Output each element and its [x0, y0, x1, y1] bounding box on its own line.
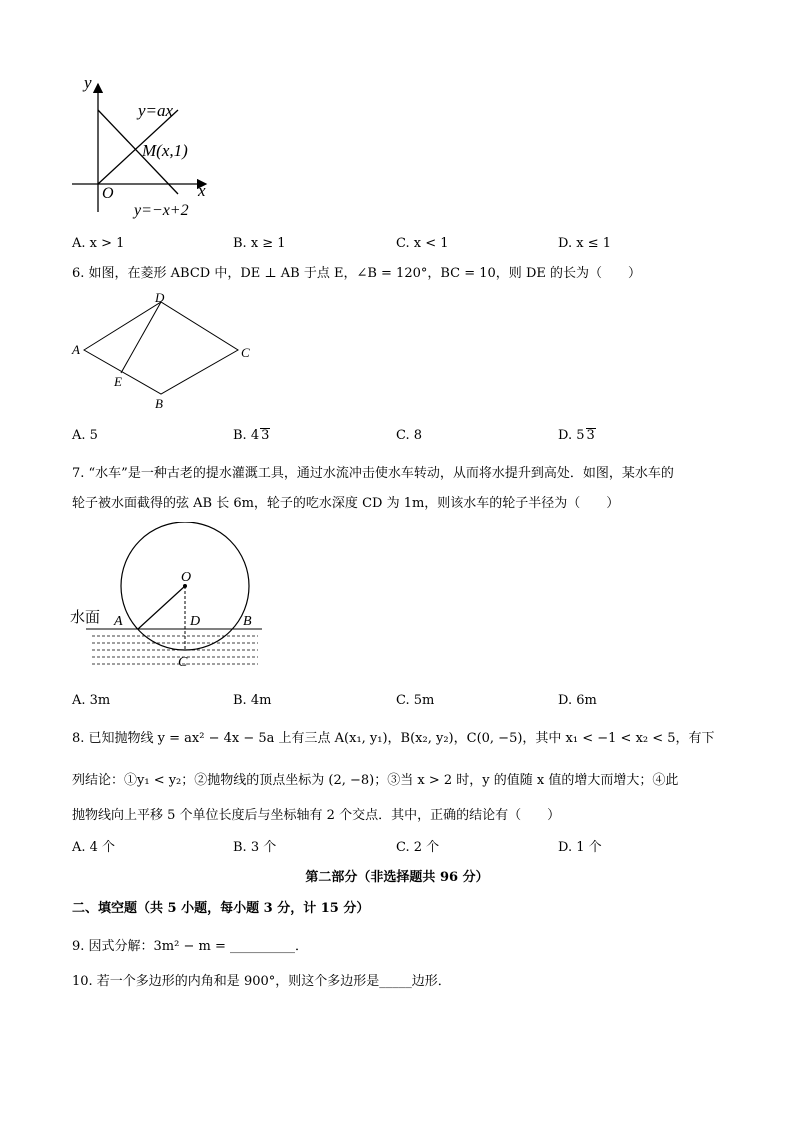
- q10-question: 10. 若一个多边形的内角和是 900°，则这个多边形是_____边形．: [72, 974, 451, 989]
- q7-option-d: D. 6m: [558, 693, 597, 708]
- q6-option-a: A. 5: [72, 428, 98, 443]
- line2-label: y=−x+2: [134, 202, 189, 219]
- q8-question-line1: 8. 已知抛物线 y = ax² − 4x − 5a 上有三点 A(x₁, y₁)，B(x₂, y₂)，C(0, −5)，其中 x₁ < −1 < x₂ < 5，有下: [72, 731, 715, 746]
- q6-option-d-root: 3: [586, 428, 595, 443]
- q8-option-c: C. 2 个: [396, 840, 440, 855]
- label-a: A: [114, 614, 123, 629]
- q5-option-d: D. x ≤ 1: [558, 236, 611, 251]
- section-fill-in-blank: 二、填空题（共 5 小题，每小题 3 分，计 15 分）: [72, 901, 370, 916]
- water-surface-label: 水面: [70, 610, 101, 626]
- q6-option-b-root: 3: [261, 428, 270, 443]
- q5-option-a: A. x > 1: [72, 236, 125, 251]
- q7-option-a: A. 3m: [72, 693, 111, 708]
- q8-option-d: D. 1 个: [558, 840, 602, 855]
- label-c: C: [178, 655, 188, 670]
- q6-option-b: [233, 428, 270, 444]
- point-m-label: M(x,1): [142, 141, 188, 160]
- label-o: O: [181, 570, 192, 585]
- label-d: D: [190, 614, 201, 629]
- part2-title: 第二部分（非选择题共 96 分）: [305, 870, 489, 885]
- q9-question: 9. 因式分解：3m² − m = __________．: [72, 939, 308, 954]
- q6-option-d-prefix: D. 5: [558, 428, 585, 443]
- q7-question-line2: 轮子被水面截得的弦 AB 长 6m，轮子的吃水深度 CD 为 1m，则该水车的轮子半径为（ ）: [72, 496, 620, 511]
- label-e: E: [114, 374, 122, 389]
- q6-question: 6. 如图，在菱形 ABCD 中，DE ⊥ AB 于点 E，∠B = 120°，BC = 10，则 DE 的长为（ ）: [72, 266, 641, 281]
- radius-oa: [138, 586, 185, 629]
- label-c: C: [241, 345, 250, 360]
- q6-rhombus-figure: [66, 290, 266, 412]
- label-d: D: [155, 290, 165, 305]
- rhombus-abcd: [84, 302, 238, 394]
- x-axis-label: x: [198, 181, 206, 200]
- q5-option-b: B. x ≥ 1: [233, 236, 286, 251]
- label-b: B: [155, 396, 163, 411]
- q6-option-c: C. 8: [396, 428, 423, 443]
- q8-question-line2: 列结论：①y₁ < y₂；②抛物线的顶点坐标为 (2, −8)；③当 x > 2 时，y 的值随 x 值的增大而增大；④此: [72, 773, 679, 788]
- line1-label: y=ax: [138, 101, 174, 120]
- q5-option-c: C. x < 1: [396, 236, 449, 251]
- segment-de: [121, 302, 161, 373]
- label-b: B: [243, 614, 252, 629]
- q6-option-d: [558, 428, 596, 444]
- y-axis-label: y: [84, 73, 92, 92]
- q8-question-line3: 抛物线向上平移 5 个单位长度后与坐标轴有 2 个交点．其中，正确的结论有（ ）: [72, 808, 561, 823]
- q8-option-b: B. 3 个: [233, 840, 277, 855]
- q7-waterwheel-figure: [70, 522, 270, 672]
- q5-figure: [60, 70, 220, 220]
- label-a: A: [72, 342, 80, 357]
- q8-option-a: A. 4 个: [72, 840, 116, 855]
- q7-question-line1: 7. “水车”是一种古老的提水灌溉工具，通过水流冲击使水车转动，从而将水提升到高处．如图，某水车的: [72, 466, 674, 481]
- origin-label: O: [102, 185, 114, 202]
- q7-option-b: B. 4m: [233, 693, 272, 708]
- q7-option-c: C. 5m: [396, 693, 435, 708]
- q6-option-b-prefix: B. 4: [233, 428, 260, 443]
